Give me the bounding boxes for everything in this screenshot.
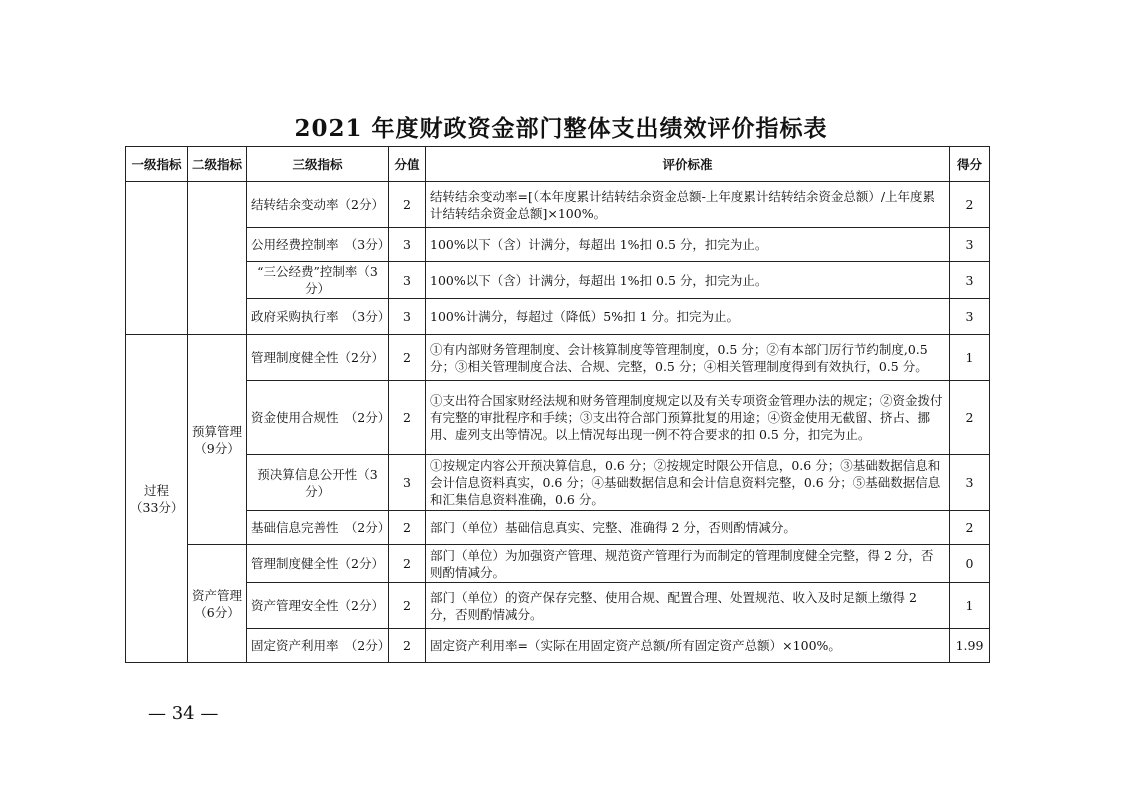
indicator-name: 管理制度健全性（2分） [247,545,389,583]
page-title: 2021 年度财政资金部门整体支出绩效评价指标表 [294,115,828,142]
indicator-score: 3 [950,262,990,299]
indicator-score: 3 [950,228,990,262]
indicator-name: 基础信息完善性 （2分） [247,511,389,545]
indicator-criteria: 固定资产利用率=（实际在用固定资产总额/所有固定资产总额）×100%。 [426,629,950,663]
header-row [126,147,990,182]
indicator-weight: 2 [389,629,426,663]
indicator-criteria: ①按规定内容公开预决算信息，0.6 分；②按规定时限公开信息，0.6 分；③基础数据信息和会计信息资料真实，0.6 分；④基础数据信息和会计信息资料完整，0.6 分；⑤基础数据信息和汇集信息资料准确，0.6 分。 [426,455,950,511]
level2-budget-cell: 预算管理（9分） [188,335,247,545]
header-level1: 一级指标 [126,147,188,182]
indicator-weight: 2 [389,335,426,381]
indicator-score: 2 [950,511,990,545]
indicator-weight: 2 [389,381,426,455]
table-row [126,381,990,455]
table-row [126,583,990,629]
indicator-criteria: ①有内部财务管理制度、会计核算制度等管理制度，0.5 分；②有本部门厉行节约制度,0.5 分；③相关管理制度合法、合规、完整，0.5 分；④相关管理制度得到有效执行，0.5 分。 [426,335,950,381]
level1-empty-cell [126,182,188,335]
indicator-name: “三公经费”控制率（3分） [247,262,389,299]
indicator-table [125,146,990,663]
level2-empty-cell [188,182,247,335]
indicator-weight: 2 [389,182,426,228]
indicator-weight: 2 [389,583,426,629]
table-row [126,455,990,511]
indicator-criteria: 100%以下（含）计满分，每超出 1%扣 0.5 分，扣完为止。 [426,262,950,299]
indicator-score: 3 [950,455,990,511]
indicator-score: 3 [950,299,990,335]
indicator-criteria: 部门（单位）为加强资产管理、规范资产管理行为而制定的管理制度健全完整，得 2 分，否则酌情减分。 [426,545,950,583]
table-row [126,262,990,299]
header-criteria: 评价标准 [426,147,950,182]
page-number: — 34 — [148,703,219,724]
header-level2: 二级指标 [188,147,247,182]
indicator-weight: 2 [389,545,426,583]
indicator-score: 1 [950,335,990,381]
indicator-score: 2 [950,182,990,228]
indicator-name: 资金使用合规性 （2分） [247,381,389,455]
table-row [126,182,990,228]
indicator-criteria: 部门（单位）的资产保存完整、使用合规、配置合理、处置规范、收入及时足额上缴得 2 分，否则酌情减分。 [426,583,950,629]
header-level3: 三级指标 [247,147,389,182]
indicator-criteria: 100%计满分，每超过（降低）5%扣 1 分。扣完为止。 [426,299,950,335]
indicator-weight: 3 [389,228,426,262]
table-row [126,511,990,545]
indicator-criteria: 100%以下（含）计满分，每超出 1%扣 0.5 分，扣完为止。 [426,228,950,262]
indicator-criteria: ①支出符合国家财经法规和财务管理制度规定以及有关专项资金管理办法的规定；②资金拨付有完整的审批程序和手续；③支出符合部门预算批复的用途；④资金使用无截留、挤占、挪用、虚列支出等情况。以上情况每出现一例不符合要求的扣 0.5 分，扣完为止。 [426,381,950,455]
table-row [126,228,990,262]
header-weight: 分值 [389,147,426,182]
indicator-name: 政府采购执行率 （3分） [247,299,389,335]
indicator-name: 资产管理安全性（2分） [247,583,389,629]
level1-process-cell: 过程（33分） [126,335,188,663]
indicator-weight: 3 [389,299,426,335]
indicator-score: 2 [950,381,990,455]
indicator-name: 结转结余变动率（2分） [247,182,389,228]
indicator-weight: 3 [389,455,426,511]
header-score: 得分 [950,147,990,182]
table-row [126,629,990,663]
indicator-score: 1 [950,583,990,629]
indicator-name: 管理制度健全性（2分） [247,335,389,381]
indicator-criteria: 部门（单位）基础信息真实、完整、准确得 2 分，否则酌情减分。 [426,511,950,545]
indicator-weight: 3 [389,262,426,299]
indicator-name: 固定资产利用率 （2分） [247,629,389,663]
indicator-weight: 2 [389,511,426,545]
indicator-name: 公用经费控制率 （3分） [247,228,389,262]
table-row [126,545,990,583]
table-row [126,299,990,335]
level2-asset-cell: 资产管理（6分） [188,545,247,663]
table-row [126,335,990,381]
indicator-name: 预决算信息公开性（3分） [247,455,389,511]
indicator-criteria: 结转结余变动率=[（本年度累计结转结余资金总额-上年度累计结转结余资金总额）/上年度累计结转结余资金总额]×100%。 [426,182,950,228]
indicator-score: 0 [950,545,990,583]
indicator-score: 1.99 [950,629,990,663]
